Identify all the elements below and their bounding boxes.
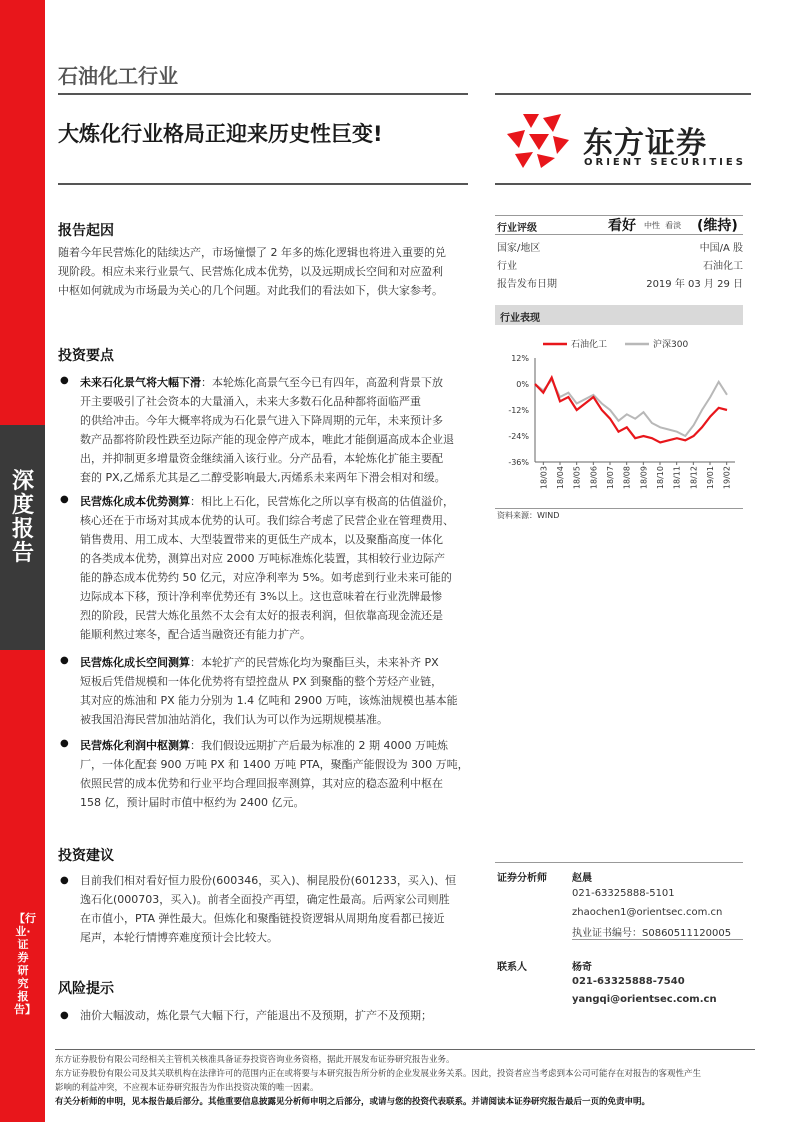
bullet-icon: ● xyxy=(60,875,69,886)
point-1: 未来石化景气将大幅下滑：本轮炼化高景气至今已有四年，高盈利背景下放 开主要吸引了社会资本的大量涌入，未来大多数石化品种都将面临严重 的供给冲击。今年大概率将成为石化景气进入下降周期的元年，未来预计多 数产品都将阶段性跌至边际产能的现金停产成本，唯此才能倒逼高成本企业退 出，并抑制更多增量资金继续涌入该行业。分产品看，本轮炼化扩能主要配 套的 PX,乙烯系尤其是乙二醇受影响最大,丙烯系未来两年下滑会相对和缓。 xyxy=(80,376,454,484)
bullet-icon: ● xyxy=(60,1010,69,1021)
x-tick-label: 18/06 xyxy=(589,466,599,490)
logo-cn: 东方证券 xyxy=(583,126,707,161)
title-divider-left xyxy=(58,183,468,185)
contact-email[interactable]: yangqi@orientsec.com.cn xyxy=(572,994,717,1005)
x-tick-label: 18/12 xyxy=(689,466,699,490)
legend-label: 石油化工 xyxy=(571,340,608,350)
points-heading: 投资要点 xyxy=(58,348,114,364)
contact-phone: 021-63325888-7540 xyxy=(572,976,685,987)
bullet-icon: ● xyxy=(60,375,69,386)
point-2: 民营炼化成本优势测算：相比上石化，民营炼化之所以享有极高的估值溢价， 核心还在于市场对其成本优势的认可。我们综合考虑了民营企业在管理费用、 销售费用、用工成本、大型装置带来的更低生产成本，以及聚酯高度一体化 的各类成本优势，测算出对应 2000 万吨标准炼化装置，其相较行业边际产 能的静态成本优势约 50 亿元，对应净利率为 5%。如考虑到行业未来可能的 边际成本下移，预计净利率优势还有 3%以上。这也意味着在行业洗牌最惨 烈的阶段，民营大炼化虽然不太会有太好的报表利润，但依靠高现金流还是 能顺利熬过寒冬，配合适当融资还有能力扩产。 xyxy=(80,495,454,641)
analyst-email[interactable]: zhaochen1@orientsec.com.cn xyxy=(572,907,723,918)
point-3: 民营炼化成长空间测算：本轮扩产的民营炼化均为聚酯巨头，未来补齐 PX 短板后凭借规模和一体化优势将有望控盘从 PX 到聚酯的整个芳烃产业链， 其对应的炼油和 PX 能力分别为 1.4 亿吨和 2900 万吨，该炼油规模也基本能 被我国沿海民营加油站消化，我们认为可以作为远期规模基准。 xyxy=(80,656,458,726)
analyst-divider xyxy=(572,939,743,940)
series-line-csi300 xyxy=(535,380,727,436)
x-tick-label: 18/08 xyxy=(622,466,632,490)
chart-source: 资料来源：WIND xyxy=(497,511,560,520)
bullet-icon: ● xyxy=(60,494,69,505)
point-4: 民营炼化利润中枢测算：我们假设远期扩产后最为标准的 2 期 4000 万吨炼 厂，一体化配套 900 万吨 PX 和 1400 万吨 PTA，聚酯产能假设为 300 万吨， 依照民营的成本优势和行业平均合理回报率测算，其对应的稳态盈利中枢在 158 亿，预计届时市值中枢约为 2400 亿元。 xyxy=(80,739,469,809)
footer-disclaimer: 东方证券股份有限公司经相关主管机关核准具备证券投资咨询业务资格，据此开展发布证券研究报告业务。 东方证券股份有限公司及其关联机构在法律许可的范围内正在或将要与本研究报告所分析的企业发展业务关系。因此，投资者应当考虑到本公司可能存在对报告的客观性产生 影响的利益冲突，不应视本证券研究报告为作出投资决策的唯一因素。 有关分析师的申明，见本报告最后部分。其他重要信息披露见分析师申明之后部分，或请与您的投资代表联系。并请阅读本证券研究报告最后一页的免责申明。 xyxy=(55,1055,702,1107)
risk-text: 油价大幅波动，炼化景气大幅下行，产能退出不及预期，扩产不及预期； xyxy=(80,1009,432,1022)
analyst-name: 赵晨 xyxy=(572,873,592,884)
x-tick-label: 18/11 xyxy=(672,466,682,490)
industry-name: 石油化工行业 xyxy=(58,64,178,88)
analyst-label: 证券分析师 xyxy=(497,873,547,884)
analyst-phone: 021-63325888-5101 xyxy=(572,888,675,899)
performance-chart xyxy=(495,330,745,500)
y-tick-label: -12% xyxy=(508,406,529,415)
x-tick-label: 18/09 xyxy=(639,466,649,490)
bullet-icon: ● xyxy=(60,655,69,666)
performance-heading: 行业表现 xyxy=(500,313,540,324)
chart-bottom-line xyxy=(495,508,743,509)
report-title: 大炼化行业格局正迎来历史性巨变! xyxy=(58,122,383,146)
x-tick-label: 18/10 xyxy=(656,466,665,490)
series-label: 【行业·证券研究报告】 xyxy=(14,912,36,1016)
y-tick-label: -36% xyxy=(508,458,529,467)
advice-text: 目前我们相对看好恒力股份(600346，买入)、桐昆股份(601233，买入)、恒 逸石化(000703，买入)。前者全面投产再望，确定性最高。后两家公司则胜 在市值小，PTA 弹性最大。但炼化和聚酯链投资逻辑从周期角度看都已接近 尾声，本轮行情博弈难度预计会比较大。 xyxy=(80,874,457,944)
x-tick-label: 18/05 xyxy=(572,466,582,490)
rating-status: (维持) xyxy=(697,218,738,234)
origin-text: 随着今年民营炼化的陆续达产，市场憧憬了 2 年多的炼化逻辑也将进入重要的兑 现阶段。相应未来行业景气、民营炼化成本优势，以及远期成长空间和对应盈利 中枢如何就成为市场最为关心的几个问题。对此我们的看法如下，供大家参考。 xyxy=(58,246,446,297)
rating-value: 看好 xyxy=(608,218,636,234)
info-row-date: 报告发布日期 2019 年 03 月 29 日 xyxy=(497,279,743,290)
header-divider-left xyxy=(58,93,468,95)
title-divider-right xyxy=(495,183,751,185)
legend-label: 沪深300 xyxy=(653,340,689,350)
rating-sub-line xyxy=(495,234,743,235)
x-tick-label: 18/07 xyxy=(606,466,615,490)
y-tick-label: 0% xyxy=(516,380,529,389)
contact-label: 联系人 xyxy=(497,962,527,973)
rating-label: 行业评级 xyxy=(497,223,537,234)
x-tick-label: 18/03 xyxy=(539,466,549,490)
report-type-label: 深度报告 xyxy=(11,469,34,566)
y-tick-label: -24% xyxy=(508,432,529,441)
contact-name: 杨奇 xyxy=(572,962,592,973)
y-tick-label: 12% xyxy=(511,354,529,363)
info-row-region: 国家/地区 中国/A 股 xyxy=(497,243,743,254)
bullet-icon: ● xyxy=(60,738,69,749)
analyst-top-line xyxy=(495,862,743,863)
analyst-cert: 执业证书编号：S0860511120005 xyxy=(572,928,732,939)
header-divider-right xyxy=(495,93,751,95)
origin-heading: 报告起因 xyxy=(58,223,114,239)
orient-logo-icon xyxy=(505,112,571,170)
x-tick-label: 19/01 xyxy=(706,466,715,490)
logo-en: ORIENT SECURITIES xyxy=(584,157,746,168)
series-line-petrochem xyxy=(535,378,727,443)
advice-heading: 投资建议 xyxy=(58,848,114,864)
x-tick-label: 18/04 xyxy=(556,466,565,490)
rating-options: 中性 看淡 xyxy=(644,221,682,230)
info-row-industry: 行业 石油化工 xyxy=(497,261,743,272)
risk-heading: 风险提示 xyxy=(58,981,114,997)
x-tick-label: 19/02 xyxy=(722,466,732,490)
footer-line xyxy=(55,1049,755,1050)
